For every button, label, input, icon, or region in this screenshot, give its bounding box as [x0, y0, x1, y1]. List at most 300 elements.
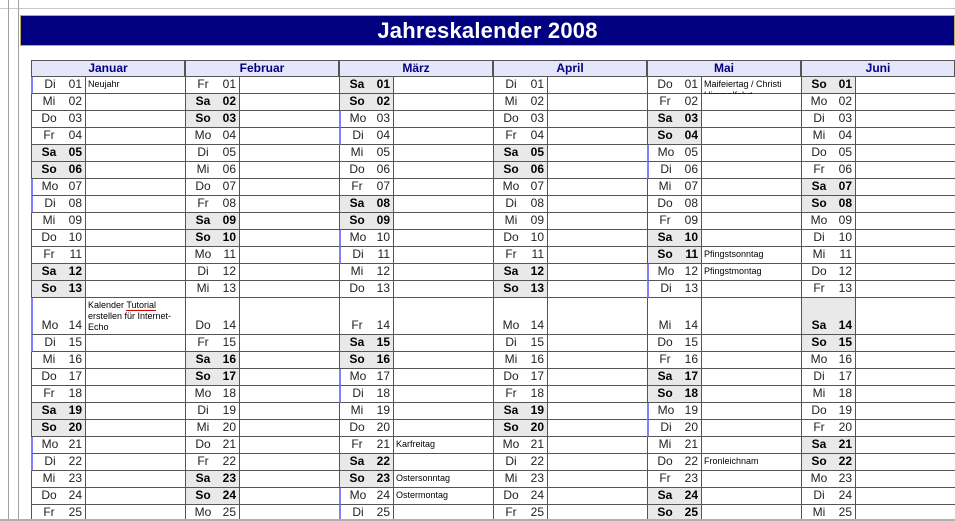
day-cell[interactable]	[647, 369, 701, 386]
day-row[interactable]	[339, 437, 493, 454]
day-row[interactable]	[31, 77, 185, 94]
day-row[interactable]	[647, 471, 801, 488]
note-cell[interactable]	[855, 454, 955, 471]
note-cell[interactable]	[547, 162, 647, 179]
note-cell[interactable]	[701, 145, 801, 162]
day-cell[interactable]	[647, 247, 701, 264]
day-cell[interactable]	[647, 335, 701, 352]
day-cell[interactable]	[185, 111, 239, 128]
note-cell[interactable]	[547, 111, 647, 128]
note-cell[interactable]	[547, 335, 647, 352]
day-cell[interactable]	[339, 352, 393, 369]
day-row[interactable]	[493, 403, 647, 420]
day-cell[interactable]	[647, 111, 701, 128]
day-row[interactable]	[647, 213, 801, 230]
day-row[interactable]	[647, 230, 801, 247]
day-cell[interactable]	[185, 386, 239, 403]
day-cell[interactable]	[185, 264, 239, 281]
day-cell[interactable]	[339, 162, 393, 179]
note-cell[interactable]	[855, 403, 955, 420]
day-row[interactable]	[647, 111, 801, 128]
day-cell[interactable]	[647, 298, 701, 335]
note-cell[interactable]	[85, 454, 185, 471]
day-cell[interactable]	[801, 264, 855, 281]
day-cell[interactable]	[31, 352, 85, 369]
note-cell[interactable]	[239, 471, 339, 488]
day-cell[interactable]	[647, 77, 701, 94]
note-cell[interactable]	[855, 179, 955, 196]
note-cell[interactable]	[701, 437, 801, 454]
day-row[interactable]	[493, 94, 647, 111]
note-cell[interactable]	[393, 437, 493, 454]
day-cell[interactable]	[801, 352, 855, 369]
note-cell[interactable]	[393, 213, 493, 230]
day-cell[interactable]	[647, 281, 701, 298]
day-row[interactable]	[185, 298, 339, 335]
note-cell[interactable]	[393, 128, 493, 145]
day-cell[interactable]	[493, 335, 547, 352]
day-cell[interactable]	[31, 488, 85, 505]
day-row[interactable]	[31, 420, 185, 437]
day-row[interactable]	[185, 111, 339, 128]
day-cell[interactable]	[185, 298, 239, 335]
day-cell[interactable]	[339, 488, 393, 505]
day-row[interactable]	[31, 352, 185, 369]
note-cell[interactable]	[393, 403, 493, 420]
day-row[interactable]	[339, 335, 493, 352]
day-cell[interactable]	[647, 471, 701, 488]
day-cell[interactable]	[339, 77, 393, 94]
day-cell[interactable]	[31, 369, 85, 386]
note-cell[interactable]	[701, 335, 801, 352]
day-row[interactable]	[493, 352, 647, 369]
day-cell[interactable]	[801, 94, 855, 111]
day-cell[interactable]	[647, 352, 701, 369]
day-cell[interactable]	[801, 369, 855, 386]
day-cell[interactable]	[339, 213, 393, 230]
day-row[interactable]	[801, 128, 955, 145]
note-cell[interactable]	[701, 230, 801, 247]
day-cell[interactable]	[31, 386, 85, 403]
day-row[interactable]	[647, 281, 801, 298]
day-row[interactable]	[801, 77, 955, 94]
note-cell[interactable]	[85, 179, 185, 196]
day-row[interactable]	[801, 335, 955, 352]
day-cell[interactable]	[31, 403, 85, 420]
note-cell[interactable]	[701, 471, 801, 488]
day-cell[interactable]	[647, 488, 701, 505]
note-cell[interactable]	[855, 352, 955, 369]
day-row[interactable]	[801, 420, 955, 437]
note-cell[interactable]	[701, 213, 801, 230]
day-row[interactable]	[339, 386, 493, 403]
day-row[interactable]	[493, 179, 647, 196]
note-cell[interactable]	[701, 281, 801, 298]
note-cell[interactable]	[393, 298, 493, 335]
day-row[interactable]	[801, 162, 955, 179]
note-cell[interactable]	[393, 386, 493, 403]
day-cell[interactable]	[31, 94, 85, 111]
day-row[interactable]	[339, 162, 493, 179]
note-cell[interactable]	[701, 77, 801, 94]
day-cell[interactable]	[493, 386, 547, 403]
note-cell[interactable]	[239, 298, 339, 335]
note-cell[interactable]	[85, 352, 185, 369]
day-row[interactable]	[31, 403, 185, 420]
note-cell[interactable]	[393, 488, 493, 505]
note-cell[interactable]	[855, 128, 955, 145]
note-cell[interactable]	[547, 264, 647, 281]
note-cell[interactable]	[85, 437, 185, 454]
day-row[interactable]	[31, 298, 185, 335]
day-row[interactable]	[493, 488, 647, 505]
note-cell[interactable]	[239, 230, 339, 247]
note-cell[interactable]	[85, 403, 185, 420]
day-row[interactable]	[801, 94, 955, 111]
day-row[interactable]	[801, 386, 955, 403]
day-row[interactable]	[493, 471, 647, 488]
note-cell[interactable]	[393, 111, 493, 128]
day-row[interactable]	[493, 128, 647, 145]
day-cell[interactable]	[185, 213, 239, 230]
day-row[interactable]	[31, 230, 185, 247]
day-row[interactable]	[185, 281, 339, 298]
day-row[interactable]	[185, 213, 339, 230]
day-cell[interactable]	[647, 213, 701, 230]
day-row[interactable]	[185, 162, 339, 179]
day-cell[interactable]	[339, 128, 393, 145]
note-cell[interactable]	[855, 247, 955, 264]
day-cell[interactable]	[31, 247, 85, 264]
note-cell[interactable]	[547, 298, 647, 335]
day-row[interactable]	[185, 352, 339, 369]
note-cell[interactable]	[547, 196, 647, 213]
day-row[interactable]	[647, 437, 801, 454]
day-row[interactable]	[185, 264, 339, 281]
note-cell[interactable]	[239, 179, 339, 196]
day-cell[interactable]	[185, 335, 239, 352]
note-cell[interactable]	[855, 335, 955, 352]
note-cell[interactable]	[855, 77, 955, 94]
day-row[interactable]	[493, 298, 647, 335]
day-cell[interactable]	[801, 230, 855, 247]
day-cell[interactable]	[801, 335, 855, 352]
day-row[interactable]	[493, 230, 647, 247]
day-row[interactable]	[801, 437, 955, 454]
day-cell[interactable]	[31, 111, 85, 128]
day-cell[interactable]	[801, 471, 855, 488]
note-cell[interactable]	[85, 230, 185, 247]
note-cell[interactable]	[547, 179, 647, 196]
note-cell[interactable]	[547, 454, 647, 471]
day-cell[interactable]	[339, 471, 393, 488]
day-cell[interactable]	[647, 230, 701, 247]
note-cell[interactable]	[85, 145, 185, 162]
note-cell[interactable]	[393, 230, 493, 247]
day-row[interactable]	[185, 437, 339, 454]
day-cell[interactable]	[339, 196, 393, 213]
day-row[interactable]	[647, 77, 801, 94]
day-cell[interactable]	[339, 403, 393, 420]
day-row[interactable]	[647, 264, 801, 281]
note-cell[interactable]	[393, 471, 493, 488]
day-row[interactable]	[31, 145, 185, 162]
day-cell[interactable]	[801, 281, 855, 298]
note-cell[interactable]	[547, 386, 647, 403]
day-row[interactable]	[185, 230, 339, 247]
note-cell[interactable]	[547, 77, 647, 94]
day-row[interactable]	[493, 437, 647, 454]
day-cell[interactable]	[801, 386, 855, 403]
day-cell[interactable]	[647, 145, 701, 162]
day-row[interactable]	[339, 420, 493, 437]
day-row[interactable]	[339, 369, 493, 386]
day-row[interactable]	[493, 213, 647, 230]
day-cell[interactable]	[801, 403, 855, 420]
day-row[interactable]	[185, 335, 339, 352]
day-row[interactable]	[647, 420, 801, 437]
note-cell[interactable]	[393, 77, 493, 94]
day-row[interactable]	[31, 94, 185, 111]
note-cell[interactable]	[85, 77, 185, 94]
day-cell[interactable]	[493, 111, 547, 128]
day-row[interactable]	[801, 145, 955, 162]
note-cell[interactable]	[393, 196, 493, 213]
day-row[interactable]	[647, 403, 801, 420]
day-cell[interactable]	[801, 437, 855, 454]
note-cell[interactable]	[701, 247, 801, 264]
day-cell[interactable]	[493, 403, 547, 420]
note-cell[interactable]	[547, 369, 647, 386]
day-cell[interactable]	[185, 145, 239, 162]
day-row[interactable]	[185, 145, 339, 162]
note-cell[interactable]	[701, 128, 801, 145]
note-cell[interactable]	[701, 420, 801, 437]
note-cell[interactable]	[393, 264, 493, 281]
day-cell[interactable]	[185, 403, 239, 420]
day-cell[interactable]	[801, 213, 855, 230]
day-row[interactable]	[647, 196, 801, 213]
note-cell[interactable]	[701, 403, 801, 420]
day-row[interactable]	[647, 179, 801, 196]
day-cell[interactable]	[801, 247, 855, 264]
day-row[interactable]	[31, 128, 185, 145]
note-cell[interactable]	[85, 162, 185, 179]
note-cell[interactable]	[701, 386, 801, 403]
day-row[interactable]	[185, 77, 339, 94]
day-row[interactable]	[647, 298, 801, 335]
day-cell[interactable]	[31, 281, 85, 298]
day-row[interactable]	[647, 145, 801, 162]
day-cell[interactable]	[493, 352, 547, 369]
note-cell[interactable]	[855, 111, 955, 128]
note-cell[interactable]	[85, 420, 185, 437]
day-row[interactable]	[185, 179, 339, 196]
day-row[interactable]	[31, 213, 185, 230]
note-cell[interactable]	[701, 298, 801, 335]
day-row[interactable]	[647, 454, 801, 471]
day-row[interactable]	[31, 196, 185, 213]
day-row[interactable]	[801, 264, 955, 281]
day-row[interactable]	[493, 196, 647, 213]
day-cell[interactable]	[185, 94, 239, 111]
day-cell[interactable]	[31, 196, 85, 213]
note-cell[interactable]	[855, 386, 955, 403]
day-row[interactable]	[493, 335, 647, 352]
day-cell[interactable]	[493, 264, 547, 281]
note-cell[interactable]	[85, 111, 185, 128]
note-cell[interactable]	[393, 247, 493, 264]
day-row[interactable]	[31, 471, 185, 488]
day-row[interactable]	[801, 369, 955, 386]
day-cell[interactable]	[647, 437, 701, 454]
day-cell[interactable]	[493, 230, 547, 247]
day-cell[interactable]	[339, 111, 393, 128]
note-cell[interactable]	[393, 179, 493, 196]
note-cell[interactable]	[547, 145, 647, 162]
day-cell[interactable]	[185, 179, 239, 196]
day-row[interactable]	[493, 162, 647, 179]
day-cell[interactable]	[801, 298, 855, 335]
note-cell[interactable]	[547, 437, 647, 454]
day-row[interactable]	[339, 247, 493, 264]
note-cell[interactable]	[393, 454, 493, 471]
day-cell[interactable]	[493, 369, 547, 386]
day-row[interactable]	[185, 247, 339, 264]
day-row[interactable]	[339, 403, 493, 420]
day-row[interactable]	[801, 352, 955, 369]
day-cell[interactable]	[185, 281, 239, 298]
note-cell[interactable]	[85, 488, 185, 505]
note-cell[interactable]	[855, 162, 955, 179]
note-cell[interactable]	[239, 386, 339, 403]
day-row[interactable]	[801, 196, 955, 213]
day-row[interactable]	[801, 471, 955, 488]
day-row[interactable]	[31, 437, 185, 454]
day-cell[interactable]	[31, 298, 85, 335]
day-cell[interactable]	[339, 420, 393, 437]
day-row[interactable]	[647, 386, 801, 403]
day-cell[interactable]	[185, 230, 239, 247]
day-cell[interactable]	[493, 281, 547, 298]
day-row[interactable]	[185, 403, 339, 420]
day-cell[interactable]	[647, 386, 701, 403]
day-row[interactable]	[647, 94, 801, 111]
day-cell[interactable]	[493, 488, 547, 505]
note-cell[interactable]	[701, 454, 801, 471]
note-cell[interactable]	[239, 454, 339, 471]
day-cell[interactable]	[31, 471, 85, 488]
day-cell[interactable]	[185, 352, 239, 369]
day-cell[interactable]	[493, 471, 547, 488]
note-cell[interactable]	[547, 471, 647, 488]
day-row[interactable]	[31, 179, 185, 196]
day-cell[interactable]	[801, 77, 855, 94]
note-cell[interactable]	[855, 230, 955, 247]
note-cell[interactable]	[85, 298, 185, 335]
day-cell[interactable]	[339, 145, 393, 162]
note-cell[interactable]	[547, 488, 647, 505]
day-cell[interactable]	[185, 128, 239, 145]
note-cell[interactable]	[85, 264, 185, 281]
day-row[interactable]	[185, 454, 339, 471]
day-cell[interactable]	[493, 298, 547, 335]
note-cell[interactable]	[547, 230, 647, 247]
day-row[interactable]	[339, 488, 493, 505]
note-cell[interactable]	[239, 264, 339, 281]
day-row[interactable]	[647, 335, 801, 352]
day-cell[interactable]	[339, 281, 393, 298]
note-cell[interactable]	[239, 437, 339, 454]
note-cell[interactable]	[855, 437, 955, 454]
day-cell[interactable]	[31, 213, 85, 230]
day-row[interactable]	[31, 162, 185, 179]
note-cell[interactable]	[855, 145, 955, 162]
note-cell[interactable]	[239, 281, 339, 298]
note-cell[interactable]	[855, 471, 955, 488]
day-row[interactable]	[31, 335, 185, 352]
note-cell[interactable]	[239, 162, 339, 179]
day-cell[interactable]	[31, 128, 85, 145]
note-cell[interactable]	[393, 281, 493, 298]
note-cell[interactable]	[85, 128, 185, 145]
day-cell[interactable]	[31, 145, 85, 162]
day-cell[interactable]	[31, 230, 85, 247]
note-cell[interactable]	[393, 94, 493, 111]
day-cell[interactable]	[647, 420, 701, 437]
day-cell[interactable]	[31, 454, 85, 471]
day-cell[interactable]	[31, 179, 85, 196]
day-cell[interactable]	[339, 454, 393, 471]
day-cell[interactable]	[801, 111, 855, 128]
day-row[interactable]	[801, 230, 955, 247]
day-cell[interactable]	[493, 162, 547, 179]
note-cell[interactable]	[547, 352, 647, 369]
day-row[interactable]	[31, 386, 185, 403]
day-cell[interactable]	[339, 179, 393, 196]
day-row[interactable]	[493, 111, 647, 128]
day-cell[interactable]	[185, 437, 239, 454]
day-cell[interactable]	[339, 230, 393, 247]
day-cell[interactable]	[185, 420, 239, 437]
day-row[interactable]	[339, 230, 493, 247]
day-row[interactable]	[31, 111, 185, 128]
day-row[interactable]	[31, 247, 185, 264]
day-row[interactable]	[339, 94, 493, 111]
note-cell[interactable]	[85, 213, 185, 230]
day-row[interactable]	[185, 386, 339, 403]
note-cell[interactable]	[855, 94, 955, 111]
note-cell[interactable]	[701, 94, 801, 111]
day-cell[interactable]	[647, 179, 701, 196]
note-cell[interactable]	[855, 264, 955, 281]
day-cell[interactable]	[339, 335, 393, 352]
note-cell[interactable]	[393, 352, 493, 369]
day-row[interactable]	[647, 369, 801, 386]
day-row[interactable]	[493, 420, 647, 437]
day-row[interactable]	[801, 111, 955, 128]
day-row[interactable]	[31, 488, 185, 505]
day-cell[interactable]	[31, 264, 85, 281]
day-row[interactable]	[31, 264, 185, 281]
day-row[interactable]	[339, 352, 493, 369]
day-cell[interactable]	[185, 77, 239, 94]
day-row[interactable]	[31, 369, 185, 386]
day-row[interactable]	[493, 145, 647, 162]
day-cell[interactable]	[493, 437, 547, 454]
day-row[interactable]	[801, 403, 955, 420]
note-cell[interactable]	[239, 196, 339, 213]
